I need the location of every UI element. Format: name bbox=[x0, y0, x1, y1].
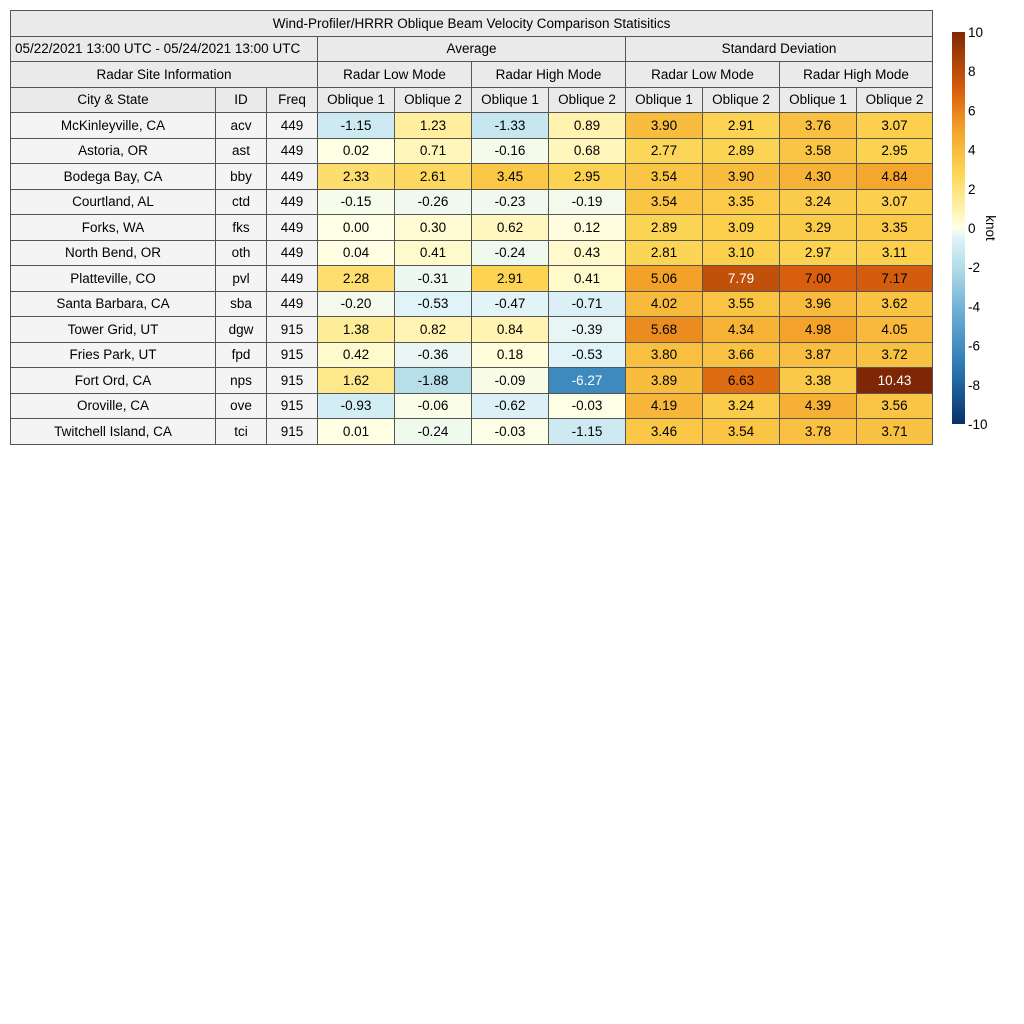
colorbar-tick-label: -4 bbox=[968, 299, 981, 315]
value-cell: 0.82 bbox=[395, 317, 472, 343]
colorbar-tick-label: -2 bbox=[968, 260, 981, 276]
table-row bbox=[11, 317, 933, 343]
value-cell: -0.26 bbox=[395, 189, 472, 215]
value-cell: -1.33 bbox=[472, 113, 549, 139]
column-header: Oblique 1 bbox=[472, 87, 549, 113]
table-row bbox=[11, 342, 933, 368]
value-cell: 3.89 bbox=[626, 368, 703, 394]
value-cell: 2.89 bbox=[703, 138, 780, 164]
value-cell: 0.43 bbox=[549, 240, 626, 266]
freq-cell: 915 bbox=[267, 342, 318, 368]
column-header: City & State bbox=[11, 87, 216, 113]
value-cell: -0.93 bbox=[318, 393, 395, 419]
city-cell: Platteville, CO bbox=[11, 266, 216, 292]
mode-header: Radar Low Mode bbox=[626, 62, 780, 88]
city-cell: McKinleyville, CA bbox=[11, 113, 216, 139]
site-id-cell: pvl bbox=[216, 266, 267, 292]
value-cell: 2.77 bbox=[626, 138, 703, 164]
value-cell: 3.80 bbox=[626, 342, 703, 368]
city-cell: Fries Park, UT bbox=[11, 342, 216, 368]
freq-cell: 915 bbox=[267, 368, 318, 394]
value-cell: 4.98 bbox=[780, 317, 857, 343]
value-cell: 3.55 bbox=[703, 291, 780, 317]
value-cell: 1.38 bbox=[318, 317, 395, 343]
value-cell: 3.54 bbox=[626, 189, 703, 215]
column-header: Oblique 1 bbox=[626, 87, 703, 113]
value-cell: -0.03 bbox=[549, 393, 626, 419]
value-cell: -6.27 bbox=[549, 368, 626, 394]
value-cell: 5.68 bbox=[626, 317, 703, 343]
value-cell: -1.88 bbox=[395, 368, 472, 394]
value-cell: 7.17 bbox=[857, 266, 933, 292]
column-header: Freq bbox=[267, 87, 318, 113]
table-row bbox=[11, 393, 933, 419]
value-cell: 0.71 bbox=[395, 138, 472, 164]
city-cell: North Bend, OR bbox=[11, 240, 216, 266]
value-cell: 3.54 bbox=[703, 419, 780, 445]
site-id-cell: tci bbox=[216, 419, 267, 445]
freq-cell: 449 bbox=[267, 113, 318, 139]
table-row bbox=[11, 189, 933, 215]
value-cell: 0.84 bbox=[472, 317, 549, 343]
value-cell: 3.71 bbox=[857, 419, 933, 445]
city-cell: Fort Ord, CA bbox=[11, 368, 216, 394]
value-cell: -0.19 bbox=[549, 189, 626, 215]
table-row bbox=[11, 266, 933, 292]
colorbar-tick-label: -6 bbox=[968, 338, 981, 354]
value-cell: 4.30 bbox=[780, 164, 857, 190]
value-cell: 3.24 bbox=[780, 189, 857, 215]
group-header-average: Average bbox=[318, 36, 626, 62]
value-cell: -0.20 bbox=[318, 291, 395, 317]
freq-cell: 449 bbox=[267, 164, 318, 190]
value-cell: 3.11 bbox=[857, 240, 933, 266]
colorbar-tick-label: 4 bbox=[968, 142, 976, 158]
value-cell: 0.41 bbox=[395, 240, 472, 266]
value-cell: -0.15 bbox=[318, 189, 395, 215]
value-cell: 3.58 bbox=[780, 138, 857, 164]
column-header: Oblique 1 bbox=[318, 87, 395, 113]
column-header: Oblique 2 bbox=[395, 87, 472, 113]
value-cell: -0.24 bbox=[472, 240, 549, 266]
value-cell: 3.66 bbox=[703, 342, 780, 368]
value-cell: 2.95 bbox=[857, 138, 933, 164]
value-cell: 7.00 bbox=[780, 266, 857, 292]
value-cell: 3.62 bbox=[857, 291, 933, 317]
colorbar-tick-label: -8 bbox=[968, 377, 981, 393]
site-id-cell: oth bbox=[216, 240, 267, 266]
site-info-header: Radar Site Information bbox=[11, 62, 318, 88]
value-cell: 10.43 bbox=[857, 368, 933, 394]
value-cell: -0.39 bbox=[549, 317, 626, 343]
value-cell: -0.03 bbox=[472, 419, 549, 445]
site-id-cell: nps bbox=[216, 368, 267, 394]
freq-cell: 449 bbox=[267, 291, 318, 317]
colorbar-tick-label: 10 bbox=[968, 25, 984, 40]
value-cell: 3.46 bbox=[626, 419, 703, 445]
table-row bbox=[11, 291, 933, 317]
value-cell: 2.95 bbox=[549, 164, 626, 190]
value-cell: 2.91 bbox=[472, 266, 549, 292]
value-cell: 4.05 bbox=[857, 317, 933, 343]
table-row bbox=[11, 368, 933, 394]
city-cell: Courtland, AL bbox=[11, 189, 216, 215]
value-cell: 3.54 bbox=[626, 164, 703, 190]
table-row bbox=[11, 419, 933, 445]
table-title: Wind-Profiler/HRRR Oblique Beam Velocity Comparison Statisitics bbox=[11, 11, 933, 37]
value-cell: 3.56 bbox=[857, 393, 933, 419]
value-cell: -0.24 bbox=[395, 419, 472, 445]
city-cell: Forks, WA bbox=[11, 215, 216, 241]
table-row bbox=[11, 138, 933, 164]
value-cell: 3.90 bbox=[703, 164, 780, 190]
site-id-cell: fpd bbox=[216, 342, 267, 368]
site-id-cell: fks bbox=[216, 215, 267, 241]
value-cell: 0.62 bbox=[472, 215, 549, 241]
date-range: 05/22/2021 13:00 UTC - 05/24/2021 13:00 UTC bbox=[11, 36, 318, 62]
site-id-cell: sba bbox=[216, 291, 267, 317]
column-header: ID bbox=[216, 87, 267, 113]
freq-cell: 915 bbox=[267, 393, 318, 419]
value-cell: 0.02 bbox=[318, 138, 395, 164]
mode-header: Radar Low Mode bbox=[318, 62, 472, 88]
site-id-cell: bby bbox=[216, 164, 267, 190]
value-cell: 3.38 bbox=[780, 368, 857, 394]
value-cell: -0.16 bbox=[472, 138, 549, 164]
value-cell: 2.61 bbox=[395, 164, 472, 190]
value-cell: -0.23 bbox=[472, 189, 549, 215]
freq-cell: 449 bbox=[267, 266, 318, 292]
freq-cell: 449 bbox=[267, 240, 318, 266]
value-cell: 4.34 bbox=[703, 317, 780, 343]
city-cell: Oroville, CA bbox=[11, 393, 216, 419]
value-cell: -0.53 bbox=[395, 291, 472, 317]
value-cell: -1.15 bbox=[318, 113, 395, 139]
value-cell: 3.76 bbox=[780, 113, 857, 139]
value-cell: 3.35 bbox=[703, 189, 780, 215]
value-cell: -1.15 bbox=[549, 419, 626, 445]
site-id-cell: ctd bbox=[216, 189, 267, 215]
site-id-cell: acv bbox=[216, 113, 267, 139]
value-cell: 4.39 bbox=[780, 393, 857, 419]
site-id-cell: ove bbox=[216, 393, 267, 419]
value-cell: 1.23 bbox=[395, 113, 472, 139]
freq-cell: 449 bbox=[267, 215, 318, 241]
value-cell: 1.62 bbox=[318, 368, 395, 394]
column-header-row bbox=[11, 87, 933, 113]
value-cell: 3.29 bbox=[780, 215, 857, 241]
value-cell: 3.07 bbox=[857, 113, 933, 139]
colorbar bbox=[948, 25, 1008, 432]
value-cell: -0.31 bbox=[395, 266, 472, 292]
value-cell: 4.19 bbox=[626, 393, 703, 419]
value-cell: 4.02 bbox=[626, 291, 703, 317]
colorbar-tick-label: 6 bbox=[968, 103, 976, 119]
value-cell: 4.84 bbox=[857, 164, 933, 190]
table-row bbox=[11, 113, 933, 139]
colorbar-label: knot bbox=[983, 215, 998, 241]
colorbar-tick-label: 0 bbox=[968, 221, 976, 236]
value-cell: 2.97 bbox=[780, 240, 857, 266]
mode-header: Radar High Mode bbox=[780, 62, 933, 88]
freq-cell: 449 bbox=[267, 138, 318, 164]
statistics-table bbox=[10, 10, 933, 445]
table-row bbox=[11, 215, 933, 241]
colorbar-tick-label: 2 bbox=[968, 181, 976, 197]
value-cell: 3.45 bbox=[472, 164, 549, 190]
colorbar-tick-label: -10 bbox=[968, 417, 988, 432]
value-cell: 0.68 bbox=[549, 138, 626, 164]
city-cell: Santa Barbara, CA bbox=[11, 291, 216, 317]
city-cell: Tower Grid, UT bbox=[11, 317, 216, 343]
value-cell: 0.41 bbox=[549, 266, 626, 292]
value-cell: 2.28 bbox=[318, 266, 395, 292]
value-cell: 3.78 bbox=[780, 419, 857, 445]
value-cell: -0.53 bbox=[549, 342, 626, 368]
value-cell: 2.33 bbox=[318, 164, 395, 190]
table-body bbox=[11, 113, 933, 445]
table-row bbox=[11, 240, 933, 266]
value-cell: 0.42 bbox=[318, 342, 395, 368]
value-cell: -0.71 bbox=[549, 291, 626, 317]
value-cell: 3.35 bbox=[857, 215, 933, 241]
column-header: Oblique 2 bbox=[549, 87, 626, 113]
value-cell: 7.79 bbox=[703, 266, 780, 292]
value-cell: 6.63 bbox=[703, 368, 780, 394]
site-id-cell: ast bbox=[216, 138, 267, 164]
value-cell: 3.07 bbox=[857, 189, 933, 215]
value-cell: -0.09 bbox=[472, 368, 549, 394]
value-cell: 0.18 bbox=[472, 342, 549, 368]
value-cell: 0.30 bbox=[395, 215, 472, 241]
value-cell: 0.89 bbox=[549, 113, 626, 139]
freq-cell: 915 bbox=[267, 419, 318, 445]
column-header: Oblique 2 bbox=[703, 87, 780, 113]
value-cell: 0.04 bbox=[318, 240, 395, 266]
site-id-cell: dgw bbox=[216, 317, 267, 343]
value-cell: 2.89 bbox=[626, 215, 703, 241]
value-cell: 3.87 bbox=[780, 342, 857, 368]
value-cell: 3.24 bbox=[703, 393, 780, 419]
colorbar-tick-label: 8 bbox=[968, 64, 976, 80]
table-row bbox=[11, 164, 933, 190]
value-cell: 0.00 bbox=[318, 215, 395, 241]
city-cell: Astoria, OR bbox=[11, 138, 216, 164]
value-cell: 0.01 bbox=[318, 419, 395, 445]
value-cell: -0.62 bbox=[472, 393, 549, 419]
value-cell: -0.06 bbox=[395, 393, 472, 419]
value-cell: 3.09 bbox=[703, 215, 780, 241]
value-cell: 0.12 bbox=[549, 215, 626, 241]
value-cell: -0.36 bbox=[395, 342, 472, 368]
value-cell: 2.91 bbox=[703, 113, 780, 139]
column-header: Oblique 1 bbox=[780, 87, 857, 113]
freq-cell: 449 bbox=[267, 189, 318, 215]
value-cell: 3.10 bbox=[703, 240, 780, 266]
column-header: Oblique 2 bbox=[857, 87, 933, 113]
city-cell: Bodega Bay, CA bbox=[11, 164, 216, 190]
group-header-std-dev: Standard Deviation bbox=[626, 36, 933, 62]
value-cell: 3.90 bbox=[626, 113, 703, 139]
city-cell: Twitchell Island, CA bbox=[11, 419, 216, 445]
freq-cell: 915 bbox=[267, 317, 318, 343]
value-cell: 3.72 bbox=[857, 342, 933, 368]
value-cell: 3.96 bbox=[780, 291, 857, 317]
value-cell: 5.06 bbox=[626, 266, 703, 292]
mode-header: Radar High Mode bbox=[472, 62, 626, 88]
colorbar-gradient bbox=[952, 32, 965, 424]
value-cell: -0.47 bbox=[472, 291, 549, 317]
value-cell: 2.81 bbox=[626, 240, 703, 266]
